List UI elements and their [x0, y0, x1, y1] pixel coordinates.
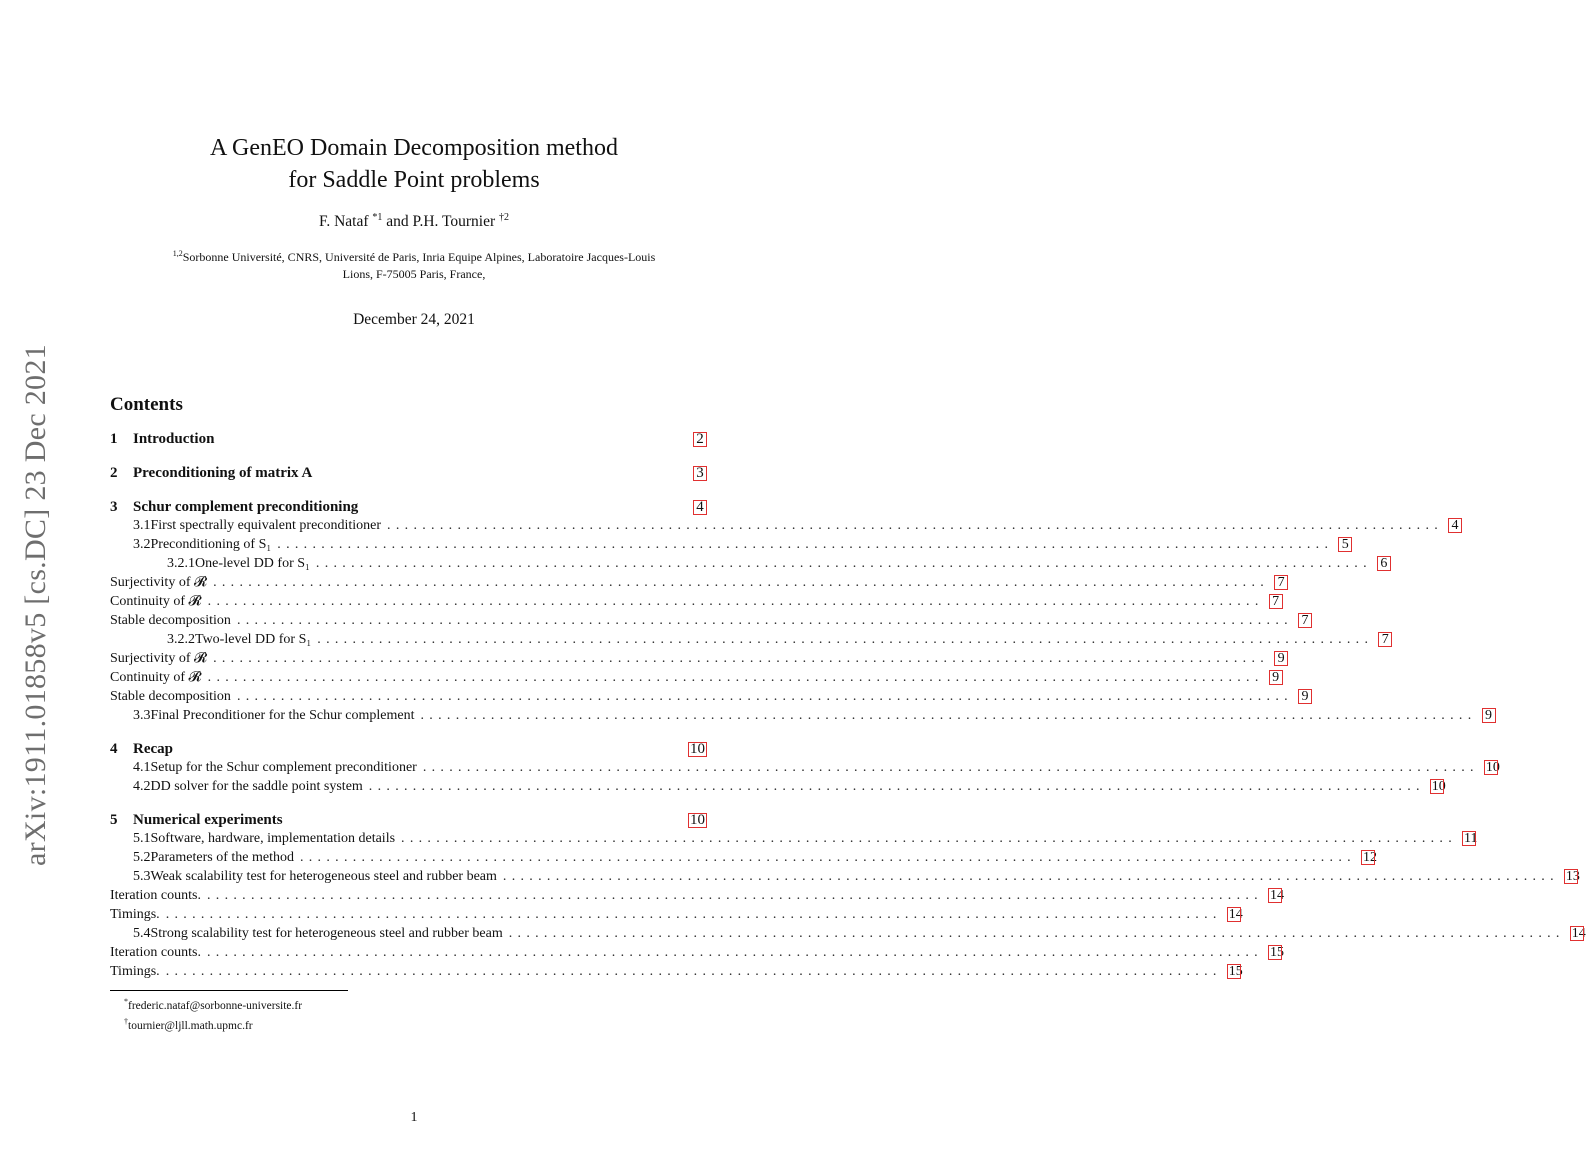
toc-leader-dots: ........................................................................................................................	[317, 632, 1374, 647]
toc-page-link[interactable]: 3	[694, 467, 706, 480]
arxiv-stamp-text: arXiv:1911.01858v5 [cs.DC] 23 Dec 2021	[19, 344, 52, 866]
toc-page-link[interactable]: 12	[1362, 850, 1377, 865]
author-1-mark: *1	[372, 212, 383, 223]
author-2: P.H. Tournier	[412, 213, 496, 231]
toc-entry-number: 4.2	[133, 779, 151, 794]
toc-page-link[interactable]: 13	[1565, 869, 1580, 884]
toc-page-link[interactable]: 4	[694, 501, 706, 514]
toc-subsection-row[interactable]	[110, 850, 1377, 869]
toc-leader-dots: ........................................................................................................................	[206, 888, 1263, 903]
toc-leader-dots: ........................................................................................................................	[165, 964, 1222, 979]
toc-page-link[interactable]: 7	[1379, 633, 1391, 646]
contents-heading: Contents	[110, 394, 183, 415]
toc-entry-label[interactable]: Numerical experiments	[133, 812, 283, 828]
toc-page-link[interactable]: 9	[1483, 709, 1495, 722]
footnote-1-text[interactable]: frederic.nataf@sorbonne-universite.fr	[128, 999, 303, 1012]
toc-section-row[interactable]	[110, 431, 706, 450]
toc-page-link[interactable]: 5	[1339, 538, 1351, 551]
toc-entry-label[interactable]: Setup for the Schur complement preconditioner	[150, 760, 417, 775]
toc-entry-label[interactable]: Surjectivity of 𝓡	[110, 575, 208, 590]
toc-page-link[interactable]: 2	[694, 433, 706, 446]
toc-entry-label[interactable]: Weak scalability test for heterogeneous steel and rubber beam	[150, 869, 497, 884]
toc-entry-number: 2	[110, 465, 118, 481]
toc-entry-label[interactable]: Two-level DD for S₁	[195, 632, 312, 647]
toc-subsection-row[interactable]	[110, 651, 1285, 670]
toc-subsection-row[interactable]	[110, 945, 1284, 964]
toc-entry-number: 5.4	[133, 926, 151, 941]
toc-subsection-row[interactable]	[110, 613, 1309, 632]
arxiv-stamp	[12, 344, 60, 866]
toc-page-link[interactable]: 10	[690, 741, 705, 757]
toc-leader-dots: ........................................................................................................................	[420, 708, 1477, 723]
footnote-rule	[110, 990, 348, 991]
toc-leader-dots: ........................................................................................................................	[236, 689, 1293, 704]
toc-entry-number: 3.3	[133, 708, 151, 723]
toc-subsection-row[interactable]	[110, 907, 1243, 926]
toc-page-link[interactable]: 14	[1228, 907, 1243, 922]
toc-subsection-row[interactable]	[110, 670, 1280, 689]
toc-entry-label[interactable]: One-level DD for S₁	[195, 556, 310, 571]
authors	[0, 212, 828, 231]
toc-leader-dots: ........................................................................................................................	[277, 537, 1334, 552]
toc-leader-dots: ........................................................................................................................	[213, 651, 1270, 666]
author-1: F. Nataf	[318, 213, 369, 231]
toc-subsection-row[interactable]	[110, 760, 1500, 779]
page-number: 1	[410, 1110, 418, 1125]
toc-entry-label[interactable]: Stable decomposition	[110, 613, 231, 628]
toc-page-link[interactable]: 7	[1299, 614, 1311, 627]
toc-page-link[interactable]: 7	[1270, 595, 1282, 608]
toc-page-link[interactable]: 11	[1464, 831, 1478, 846]
toc-entry-label[interactable]: Iteration counts.	[110, 945, 201, 960]
toc-entry-label[interactable]: Strong scalability test for heterogeneous steel and rubber beam	[150, 926, 503, 941]
toc-leader-dots: ........................................................................................................................	[206, 945, 1263, 960]
paper-date: December 24, 2021	[353, 311, 475, 328]
toc-entry-number: 3.2	[133, 537, 151, 552]
toc-page-link[interactable]: 10	[1485, 760, 1500, 775]
toc-entry-label[interactable]: Timings.	[110, 964, 160, 979]
toc-page-link[interactable]: 15	[1228, 964, 1243, 979]
footnote-2-text[interactable]: tournier@ljll.math.upmc.fr	[128, 1020, 253, 1033]
toc-leader-dots: ........................................................................................................................	[387, 518, 1444, 533]
toc-entry-label[interactable]: Preconditioning of S₁	[150, 537, 272, 552]
toc-entry-number: 5	[110, 812, 118, 828]
toc-entry-label[interactable]: Continuity of 𝓡	[110, 594, 202, 609]
toc-entry-number: 4.1	[133, 760, 151, 775]
toc-entry-number: 5.3	[133, 869, 151, 884]
toc-entry-label[interactable]: Final Preconditioner for the Schur complement	[150, 708, 415, 723]
toc-subsection-row[interactable]	[110, 594, 1280, 613]
toc-entry-label[interactable]: Introduction	[133, 431, 215, 447]
toc-entry-number: 3.2.2	[167, 632, 195, 647]
toc-subsection-row[interactable]	[110, 869, 1580, 888]
toc-entry-label[interactable]: Software, hardware, implementation details	[150, 831, 396, 846]
title-line-2: for Saddle Point problems	[288, 167, 540, 193]
title-line-1: A GenEO Domain Decomposition method	[210, 135, 618, 161]
toc-entry-number: 5.2	[133, 850, 151, 865]
toc-subsection-row[interactable]	[110, 632, 1389, 651]
toc-subsection-row[interactable]	[110, 888, 1284, 907]
toc-section-row[interactable]	[110, 741, 706, 760]
toc-entry-number: 1	[110, 431, 118, 447]
affiliation	[120, 245, 708, 283]
toc-section-row[interactable]	[110, 812, 706, 831]
toc-leader-dots: ........................................................................................................................	[502, 869, 1559, 884]
toc-leader-dots: ........................................................................................................................	[207, 594, 1264, 609]
footnote-1-mark: *	[124, 997, 128, 1006]
toc-entry-label[interactable]: Recap	[133, 741, 173, 757]
toc-page-link[interactable]: 15	[1269, 945, 1284, 960]
toc-subsection-row[interactable]	[110, 556, 1388, 575]
affiliation-line-2: Lions, F-75005 Paris, France,	[342, 267, 486, 281]
toc-subsection-row[interactable]	[110, 779, 1446, 798]
footnote-2-mark: †	[124, 1017, 128, 1027]
toc-page-link[interactable]: 6	[1378, 557, 1390, 570]
toc-subsection-row[interactable]	[110, 518, 1459, 537]
toc-leader-dots: ........................................................................................................................	[422, 760, 1479, 775]
toc-entry-label[interactable]: Surjectivity of 𝓡	[110, 651, 208, 666]
footnote-2	[124, 1014, 302, 1034]
toc-leader-dots: ........................................................................................................................	[401, 831, 1458, 846]
affiliation-line-1: Sorbonne Université, CNRS, Université de Paris, Inria Equipe Alpines, Laboratoire Jacques-Louis	[182, 250, 656, 264]
author-connector: and	[382, 213, 413, 231]
toc-page-link[interactable]: 4	[1449, 519, 1461, 532]
toc-page-link[interactable]: 10	[690, 812, 705, 828]
toc-page-link[interactable]: 14	[1269, 888, 1284, 903]
toc-subsection-row[interactable]	[110, 964, 1243, 983]
affiliation-mark: 1,2	[172, 249, 183, 258]
toc-section-row[interactable]	[110, 465, 706, 484]
toc-entry-label[interactable]: Stable decomposition	[110, 689, 231, 704]
toc-leader-dots: ........................................................................................................................	[207, 670, 1264, 685]
toc-subsection-row[interactable]	[110, 926, 1586, 945]
toc-page-link[interactable]: 9	[1270, 671, 1282, 684]
paper-title	[0, 132, 828, 196]
toc-leader-dots: ........................................................................................................................	[213, 575, 1270, 590]
toc-entry-label[interactable]: Continuity of 𝓡	[110, 670, 202, 685]
toc-entry-label[interactable]: Preconditioning of matrix A	[133, 465, 313, 481]
toc-leader-dots: ........................................................................................................................	[299, 850, 1356, 865]
footnote-1	[124, 994, 302, 1014]
toc-subsection-row[interactable]	[110, 831, 1478, 850]
toc-entry-label[interactable]: Parameters of the method	[150, 850, 294, 865]
toc-entry-label[interactable]: Schur complement preconditioning	[133, 499, 359, 515]
toc-entry-label[interactable]: Iteration counts.	[110, 888, 201, 903]
toc-subsection-row[interactable]	[110, 537, 1349, 556]
toc-leader-dots: ........................................................................................................................	[508, 926, 1565, 941]
toc-leader-dots: ........................................................................................................................	[165, 907, 1222, 922]
toc-section-row[interactable]	[110, 499, 706, 518]
toc-entry-number: 3.2.1	[167, 556, 195, 571]
toc-entry-label[interactable]: DD solver for the saddle point system	[150, 779, 363, 794]
footnotes	[124, 994, 302, 1035]
toc-page-link[interactable]: 9	[1299, 690, 1311, 703]
toc-entry-number: 3	[110, 499, 118, 515]
toc-page-link[interactable]: 14	[1571, 926, 1586, 941]
toc-leader-dots: ........................................................................................................................	[315, 556, 1372, 571]
toc-entry-label[interactable]: Timings.	[110, 907, 160, 922]
toc-entry-number: 3.1	[133, 518, 151, 533]
toc-page-link[interactable]: 9	[1275, 652, 1287, 665]
toc-subsection-row[interactable]	[110, 708, 1492, 727]
toc-page-link[interactable]: 7	[1275, 576, 1287, 589]
toc-entry-number: 4	[110, 741, 118, 757]
author-2-mark: †2	[499, 212, 510, 223]
toc-page-link[interactable]: 10	[1431, 779, 1446, 794]
toc-subsection-row[interactable]	[110, 689, 1309, 708]
toc-entry-number: 5.1	[133, 831, 151, 846]
toc-leader-dots: ........................................................................................................................	[368, 779, 1425, 794]
toc-entry-label[interactable]: First spectrally equivalent preconditioner	[150, 518, 382, 533]
toc-leader-dots: ........................................................................................................................	[236, 613, 1293, 628]
toc-subsection-row[interactable]	[110, 575, 1285, 594]
